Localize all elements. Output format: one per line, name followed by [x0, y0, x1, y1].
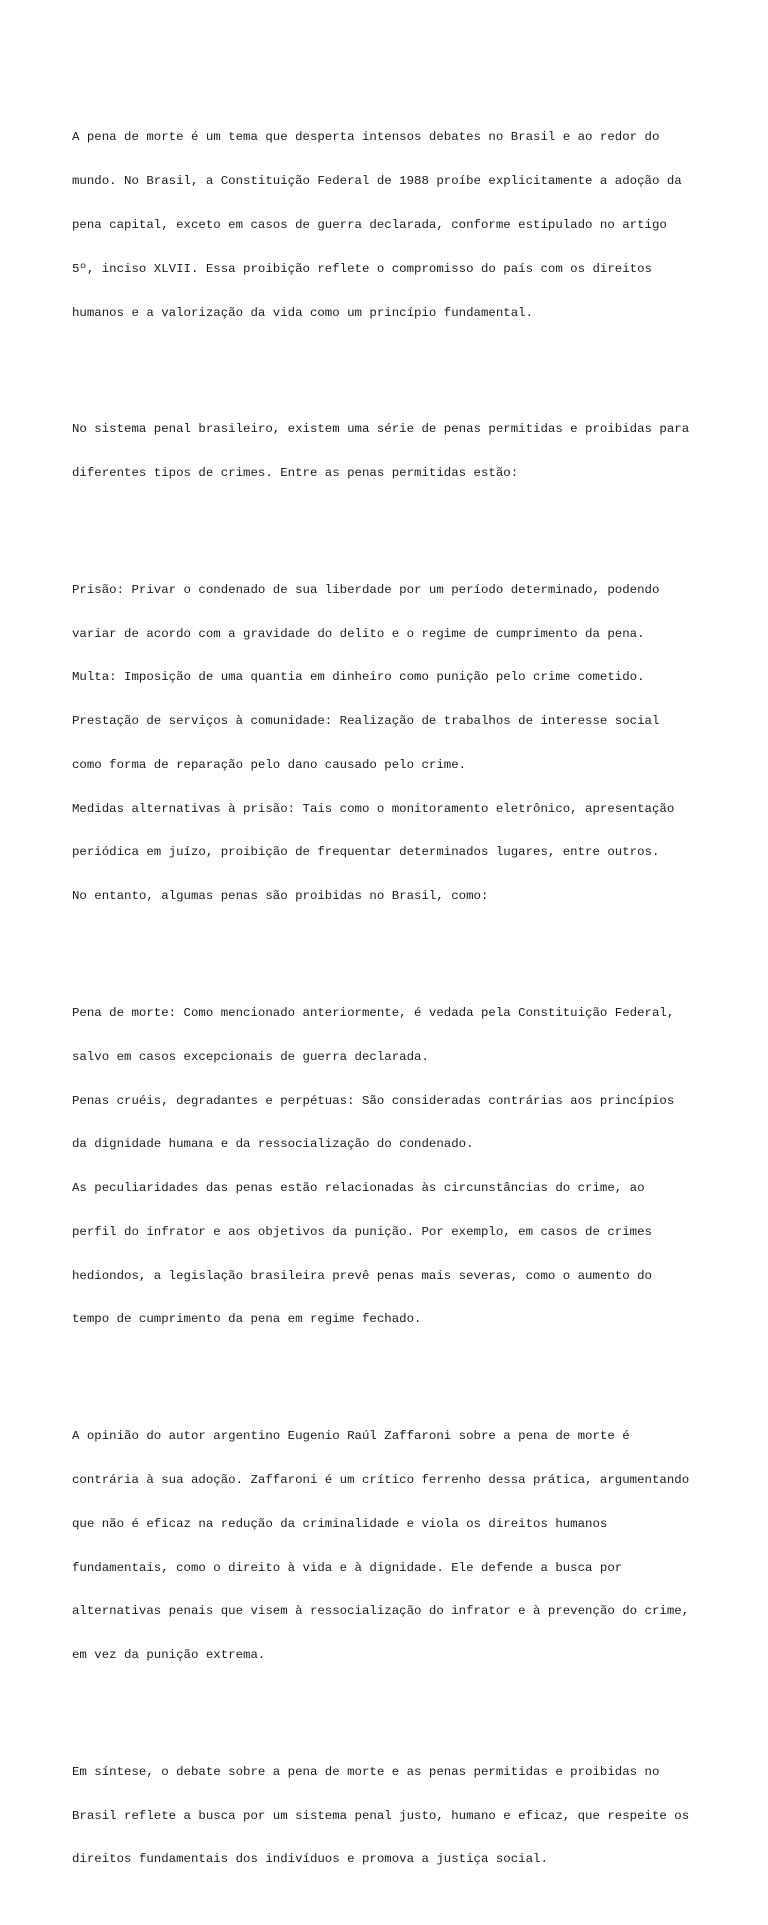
- text-line: hediondos, a legislação brasileira prevê penas mais severas, como o aumento do: [72, 1268, 652, 1283]
- text-line: perfil do infrator e aos objetivos da punição. Por exemplo, em casos de crimes: [72, 1224, 652, 1239]
- text-line: Prisão: Privar o condenado de sua liberdade por um período determinado, podendo: [72, 582, 660, 597]
- paragraph-sintese: [72, 1736, 712, 1897]
- paragraph-sistema-penal: [72, 393, 712, 510]
- text-line: da dignidade humana e da ressocialização do condenado.: [72, 1137, 474, 1152]
- text-line: Em síntese, o debate sobre a pena de morte e as penas permitidas e proibidas no: [72, 1764, 660, 1779]
- text-line: A opinião do autor argentino Eugenio Raúl Zaffaroni sobre a pena de morte é: [72, 1429, 630, 1444]
- text-line: que não é eficaz na redução da criminalidade e viola os direitos humanos: [72, 1516, 608, 1531]
- paragraph-penas-proibidas: [72, 977, 712, 1356]
- text-line: variar de acordo com a gravidade do delito e o regime de cumprimento da pena.: [72, 626, 645, 641]
- text-line: tempo de cumprimento da pena em regime fechado.: [72, 1312, 422, 1327]
- text-line: As peculiaridades das penas estão relacionadas às circunstâncias do crime, ao: [72, 1181, 645, 1196]
- text-line: Multa: Imposição de uma quantia em dinheiro como punição pelo crime cometido.: [72, 670, 645, 685]
- text-line: diferentes tipos de crimes. Entre as penas permitidas estão:: [72, 466, 519, 481]
- text-line: No entanto, algumas penas são proibidas no Brasil, como:: [72, 889, 489, 904]
- text-line: em vez da punição extrema.: [72, 1648, 266, 1663]
- text-line: No sistema penal brasileiro, existem uma série de penas permitidas e proibidas para: [72, 422, 690, 437]
- text-line: alternativas penais que visem à ressocialização do infrator e à prevenção do crime,: [72, 1604, 690, 1619]
- text-line: Penas cruéis, degradantes e perpétuas: São consideradas contrárias aos princípios: [72, 1093, 675, 1108]
- text-line: periódica em juízo, proibição de frequentar determinados lugares, entre outros.: [72, 845, 660, 860]
- text-line: 5º, inciso XLVII. Essa proibição reflete o compromisso do país com os direitos: [72, 261, 652, 276]
- paragraph-intro: [72, 101, 712, 349]
- text-line: Medidas alternativas à prisão: Tais como o monitoramento eletrônico, apresentação: [72, 801, 675, 816]
- paragraph-zaffaroni: [72, 1400, 712, 1692]
- text-line: humanos e a valorização da vida como um princípio fundamental.: [72, 305, 534, 320]
- text-line: contrária à sua adoção. Zaffaroni é um crítico ferrenho dessa prática, argumentando: [72, 1473, 690, 1487]
- text-line: direitos fundamentais dos indivíduos e promova a justiça social.: [72, 1852, 548, 1867]
- text-line: mundo. No Brasil, a Constituição Federal de 1988 proíbe explicitamente a adoção da: [72, 174, 682, 189]
- text-line: Prestação de serviços à comunidade: Realização de trabalhos de interesse social: [72, 714, 660, 729]
- document-body: [72, 72, 712, 1925]
- text-line: Brasil reflete a busca por um sistema penal justo, humano e eficaz, que respeite os: [72, 1808, 690, 1823]
- text-line: salvo em casos excepcionais de guerra declarada.: [72, 1049, 429, 1064]
- paragraph-penas-permitidas: [72, 554, 712, 933]
- text-line: A pena de morte é um tema que desperta intensos debates no Brasil e ao redor do: [72, 130, 660, 145]
- text-line: pena capital, exceto em casos de guerra declarada, conforme estipulado no artigo: [72, 217, 667, 232]
- text-line: como forma de reparação pelo dano causado pelo crime.: [72, 757, 467, 772]
- text-line: Pena de morte: Como mencionado anteriormente, é vedada pela Constituição Federal,: [72, 1006, 675, 1020]
- text-line: fundamentais, como o direito à vida e à dignidade. Ele defende a busca por: [72, 1560, 623, 1575]
